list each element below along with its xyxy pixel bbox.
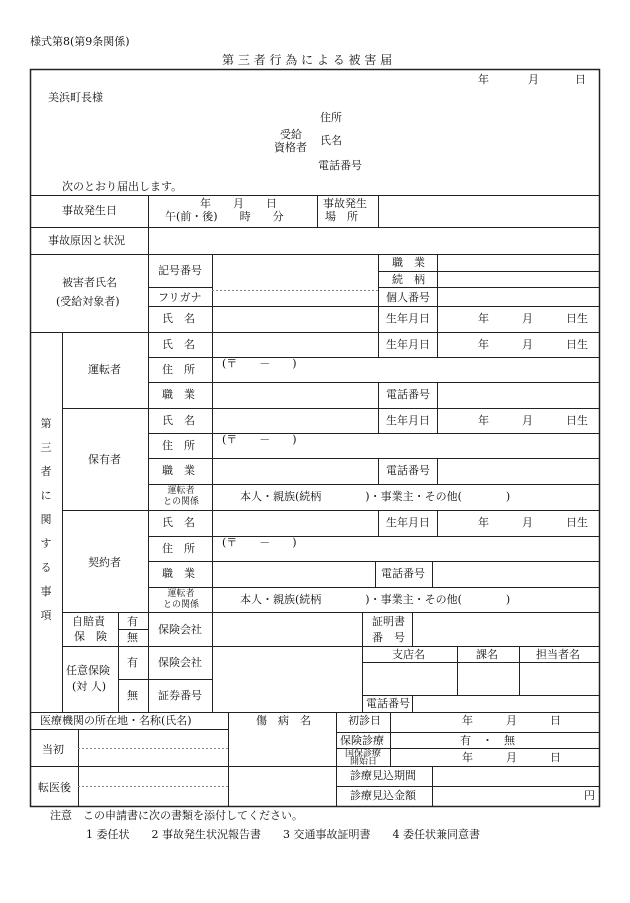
third-party-side-3: に: [40, 489, 52, 502]
contractor-birth-label: 生年月日: [386, 516, 430, 529]
third-party-side-1: 三: [40, 441, 52, 454]
applicant-name-label: 氏名: [320, 134, 342, 147]
applicant-phone-label: 電話番号: [318, 159, 362, 172]
policy-no-label: 証券番号: [158, 689, 202, 702]
date-day: 日: [575, 73, 586, 86]
jibaiseki-label-1: 自賠責: [72, 615, 105, 628]
third-party-side-7: 事: [40, 585, 52, 598]
third-party-side-6: る: [40, 561, 52, 574]
jibaiseki-yes: 有: [127, 615, 138, 628]
contractor-label: 契約者: [88, 556, 121, 569]
applicant-label-2: 資格者: [274, 141, 307, 154]
insured-care-label: 保険診療: [340, 734, 384, 747]
nini-company-label: 保険会社: [158, 656, 202, 669]
owner-rel-label-2: との関係: [162, 497, 199, 507]
victim-personal-no-label: 個人番号: [386, 291, 430, 304]
form-number: 様式第8(第9条関係): [30, 35, 130, 48]
driver-label: 運転者: [88, 363, 121, 376]
accident-cause-label: 事故原因と状況: [48, 234, 125, 247]
injury-label: 傷 病 名: [256, 714, 311, 727]
kokuho-ymd: 年 月 日: [462, 751, 561, 764]
driver-postal: (〒 － ): [222, 357, 297, 370]
date-year: 年: [478, 73, 489, 86]
driver-birth-label: 生年月日: [386, 338, 430, 351]
third-party-side-8: 項: [40, 609, 52, 622]
notes-items: 1 委任状 2 事故発生状況報告書 3 交通事故証明書 4 委任状兼同意書: [86, 828, 480, 841]
addressee: 美浜町長様: [48, 91, 103, 104]
owner-address-label: 住 所: [162, 439, 195, 452]
contractor-phone-label: 電話番号: [381, 567, 425, 580]
contractor-postal: (〒 － ): [222, 536, 297, 549]
notes-header: 注意 この申請書に次の書類を添付してください。: [50, 809, 303, 822]
driver-address-label: 住 所: [162, 363, 195, 376]
nini-no: 無: [127, 689, 138, 702]
driver-phone-label: 電話番号: [386, 388, 430, 401]
first-visit-label: 初診日: [348, 714, 381, 727]
owner-birth-label: 生年月日: [386, 414, 430, 427]
owner-postal: (〒 － ): [222, 433, 297, 446]
contractor-rel-value: 本人・親族(続柄 )・事業主・その他( ): [240, 593, 511, 606]
third-party-side-5: す: [40, 537, 52, 550]
transfer-label: 転医後: [38, 781, 71, 794]
person-label: 担当者名: [536, 648, 580, 661]
jibaiseki-company-label: 保険会社: [158, 623, 202, 636]
kokuho-label-1: 国保診療: [345, 749, 382, 759]
section-label: 課名: [476, 648, 498, 661]
kokuho-label-2: 開始日: [350, 757, 378, 767]
owner-phone-label: 電話番号: [386, 464, 430, 477]
owner-rel-label-1: 運転者: [167, 486, 195, 496]
nini-label-2: (対 人): [72, 680, 107, 693]
jibaiseki-label-2: 保 険: [74, 630, 107, 643]
nini-label-1: 任意保険: [66, 664, 110, 677]
driver-occupation-label: 職 業: [162, 388, 195, 401]
owner-occupation-label: 職 業: [162, 464, 195, 477]
owner-label: 保有者: [88, 453, 121, 466]
expected-period-label: 診療見込期間: [350, 769, 416, 782]
owner-birth-ymd: 年 月 日生: [478, 414, 588, 427]
jibaiseki-no: 無: [127, 631, 138, 644]
yen-label: 円: [584, 789, 595, 802]
contractor-name-label: 氏 名: [162, 516, 195, 529]
victim-occupation-label: 職 業: [392, 256, 425, 269]
page-title: 第 三 者 行 為 に よ る 被 害 届: [222, 53, 393, 67]
owner-name-label: 氏 名: [162, 414, 195, 427]
third-party-side-0: 第: [40, 417, 52, 430]
contractor-birth-ymd: 年 月 日生: [478, 516, 588, 529]
accident-date-label: 事故発生日: [62, 204, 117, 217]
accident-place-label-2: 場 所: [325, 210, 358, 223]
victim-furigana-label: フリガナ: [158, 291, 202, 304]
applicant-address-label: 住所: [320, 111, 342, 124]
first-visit-ymd: 年 月 日: [462, 714, 561, 727]
nini-yes: 有: [127, 656, 138, 669]
accident-date-line1: 年 月 日: [200, 197, 277, 210]
victim-birth-ymd: 年 月 日生: [478, 312, 588, 325]
owner-rel-value: 本人・親族(続柄 )・事業主・その他( ): [240, 490, 511, 503]
driver-name-label: 氏 名: [162, 338, 195, 351]
contractor-occupation-label: 職 業: [162, 567, 195, 580]
branch-label: 支店名: [392, 648, 425, 661]
driver-birth-ymd: 年 月 日生: [478, 338, 588, 351]
date-month: 月: [528, 73, 539, 86]
contractor-rel-label-1: 運転者: [167, 589, 195, 599]
cert-label-2: 番 号: [372, 631, 405, 644]
insurance-phone-label: 電話番号: [366, 697, 410, 710]
victim-name-label: 氏 名: [162, 312, 195, 325]
victim-symbol-label: 記号番号: [158, 264, 202, 277]
third-party-side-4: 関: [40, 513, 52, 526]
third-party-side-2: 者: [40, 465, 52, 478]
initial-label: 当初: [42, 743, 64, 756]
victim-relation-label: 続 柄: [392, 273, 425, 286]
cert-label-1: 証明書: [372, 615, 405, 628]
applicant-label-1: 受給: [280, 128, 302, 141]
accident-date-line2: 午(前・後) 時 分: [165, 210, 284, 223]
contractor-address-label: 住 所: [162, 542, 195, 555]
victim-birth-label: 生年月日: [386, 312, 430, 325]
insured-care-yes-no: 有 ・ 無: [460, 734, 515, 747]
victim-label-1: 被害者氏名: [62, 276, 117, 289]
accident-place-label-1: 事故発生: [323, 197, 367, 210]
expected-cost-label: 診療見込金額: [350, 789, 416, 802]
contractor-rel-label-2: との関係: [162, 600, 199, 610]
victim-label-2: (受給対象者): [56, 295, 120, 308]
intro-text: 次のとおり届出します。: [62, 180, 183, 193]
institution-label: 医療機関の所在地・名称(氏名): [40, 714, 192, 727]
